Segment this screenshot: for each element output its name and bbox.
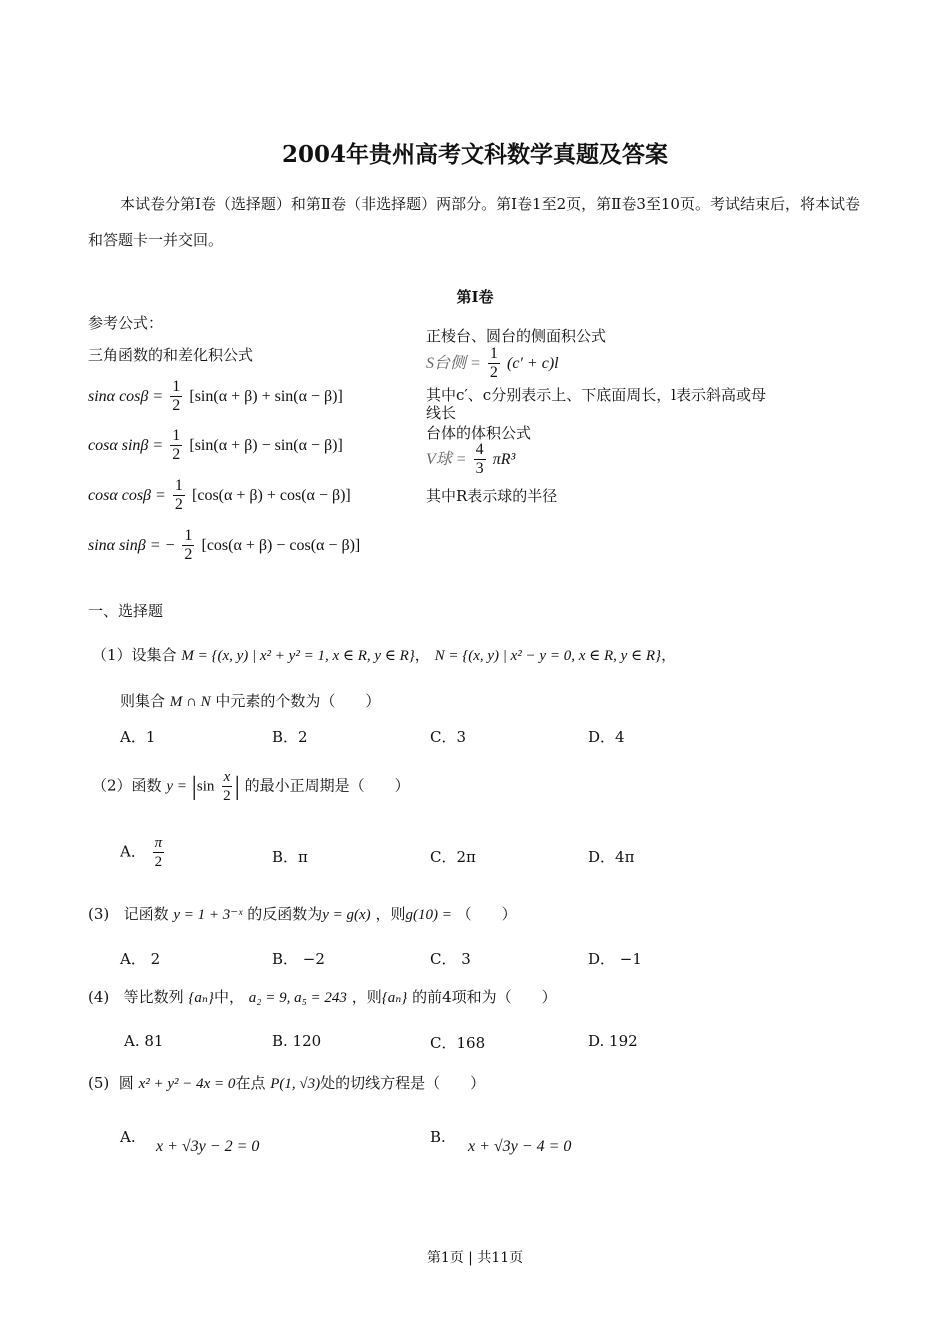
q2-option-d[interactable]: D．4π <box>588 848 635 866</box>
q3-option-a[interactable]: A． 2 <box>120 950 161 968</box>
q4-option-a[interactable]: A. 81 <box>124 1032 164 1050</box>
q5-option-b-label[interactable]: B. <box>430 1128 446 1146</box>
q1-option-d[interactable]: D．4 <box>588 728 625 746</box>
q1-option-b[interactable]: B．2 <box>272 728 308 746</box>
intro-paragraph: 本试卷分第Ⅰ卷（选择题）和第Ⅱ卷（非选择题）两部分。第Ⅰ卷1至2页，第Ⅱ卷3至10页。考试结束后，将本试卷和答题卡一并交回。 <box>88 195 860 249</box>
q4-option-b[interactable]: B. 120 <box>272 1032 322 1050</box>
q5-option-a[interactable]: x + √3y − 2 = 0 <box>156 1138 260 1155</box>
sphere-formula: V球 = $\frac{4}{3}$ πR³ <box>426 441 516 477</box>
trig-formula-4: sinα sinβ = − $\frac{1}{2}$ [cos(α + β) − cos(α − β)] <box>88 527 361 563</box>
q4-option-d[interactable]: D. 192 <box>588 1032 638 1050</box>
q5-option-a-label[interactable]: A. <box>120 1128 136 1146</box>
q2-option-a[interactable]: A． $\frac{\pi}{2}$ <box>120 835 163 870</box>
q1-option-c[interactable]: C．3 <box>430 728 467 746</box>
q2-option-c[interactable]: C．2π <box>430 848 476 866</box>
sphere-note: 其中R表示球的半径 <box>426 487 558 505</box>
q1-option-a[interactable]: A．1 <box>120 728 156 746</box>
q3-option-b[interactable]: B． −2 <box>272 950 325 968</box>
volume-heading: 第Ⅰ卷 <box>456 288 494 306</box>
q4-option-c[interactable]: C．168 <box>430 1034 486 1052</box>
sphere-formula-heading: 台体的体积公式 <box>426 424 532 442</box>
frustum-formula: S台侧 = $\frac{1}{2}$ (c′ + c)l <box>426 345 559 381</box>
question-3: (3) 记函数 y = 1 + 3⁻ˣ 的反函数为y = g(x) ，则g(10) = （ ） <box>88 905 517 923</box>
reference-formula-heading: 参考公式： <box>88 314 164 332</box>
question-5: (5) 圆 x² + y² − 4x = 0在点 P(1, √3)处的切线方程是（ ） <box>88 1074 486 1092</box>
question-2: （2）函数 y = |sin $\frac{x}{2}$ | 的最小正周期是（ ） <box>92 769 410 804</box>
q3-option-c[interactable]: C． 3 <box>430 950 471 968</box>
q2-option-b[interactable]: B．π <box>272 848 308 866</box>
question-4: (4) 等比数列 {aₙ}中， a₂ = 9, a₅ = 243 ，则{aₙ} 的前4项和为（ ） <box>88 988 557 1006</box>
trig-formula-1: sinα cosβ = $\frac{1}{2}$ [sin(α + β) + sin(α − β)] <box>88 378 343 414</box>
page-title: 2004年贵州高考文科数学真题及答案 <box>281 141 668 168</box>
section-heading: 一、选择题 <box>88 602 164 620</box>
q5-option-b[interactable]: x + √3y − 4 = 0 <box>468 1138 572 1155</box>
frustum-formula-heading: 正棱台、圆台的侧面积公式 <box>426 327 607 345</box>
page-footer: 第1页 | 共11页 <box>426 1250 524 1266</box>
q3-option-d[interactable]: D． −1 <box>588 950 642 968</box>
question-1-line2: 则集合 M ∩ N 中元素的个数为（ ） <box>120 692 381 710</box>
question-1: （1）设集合 M = {(x, y) | x² + y² = 1, x ∈ R, y ∈ R}， N = {(x, y) | x² − y = 0, x ∈ R, y ∈ R}， <box>92 646 677 664</box>
trig-formula-2: cosα sinβ = $\frac{1}{2}$ [sin(α + β) − sin(α − β)] <box>88 427 343 463</box>
frustum-note: 其中c′、c分别表示上、下底面周长，l表示斜高或母线长 <box>426 386 767 422</box>
trig-formula-heading: 三角函数的和差化积公式 <box>88 346 254 364</box>
trig-formula-3: cosα cosβ = $\frac{1}{2}$ [cos(α + β) + cos(α − β)] <box>88 477 351 513</box>
